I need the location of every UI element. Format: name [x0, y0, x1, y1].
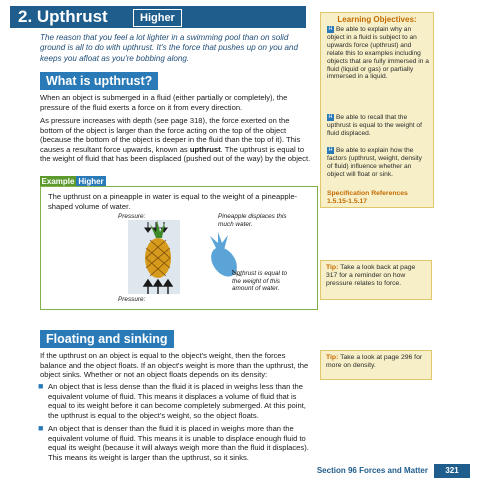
specification-references — [327, 190, 429, 206]
pressure-arrows-bottom — [144, 280, 172, 294]
section2-paragraph-1: If the upthrust on an object is equal to the object's weight, then the forces balance and the object floats. If an object's weight is more than the upthrust, the object sinks. Whether or not an object floats depends on its density: — [40, 351, 309, 380]
footer-section: Section 96 Forces and Matter — [316, 466, 428, 475]
example-tab: Example — [41, 177, 75, 186]
objectives-heading: Learning Objectives: — [337, 15, 417, 24]
objective-item — [327, 114, 429, 138]
bullet-dot: ■ — [38, 381, 44, 391]
p2-bold-term: upthrust — [189, 144, 221, 154]
level-badge: Higher — [133, 9, 182, 27]
example-text: The upthrust on a pineapple in water is equal to the weight of a pineapple-shaped volume of water. — [48, 192, 298, 211]
upthrust-equal-label: Upthrust is equal to the weight of this amount of water. — [232, 270, 288, 293]
tip-text: Take a look at page 296 for more on density. — [326, 354, 423, 370]
p2-text-after: . The upthrust is equal to the weight of fluid that has been displaced (pushed out of the way) by the object. — [40, 144, 311, 164]
section-heading-upthrust: What is upthrust? — [40, 72, 158, 90]
pressure-bottom-label: Pressure: — [118, 296, 146, 303]
page-title: 2. Upthrust — [18, 7, 108, 26]
intro-text: The reason that you feel a lot lighter in a swimming pool than on solid ground is all to do with upthrust. It's the force that pushes up on you and keeps you afloat as you're bobbing along. — [40, 33, 299, 63]
objective-item — [327, 147, 429, 179]
bullet-dot: ■ — [38, 423, 44, 433]
higher-badge-icon: H — [328, 147, 333, 153]
bullet-text: An object that is less dense than the fluid it is placed in weighs less than the equivalent volume of fluid. This means it displaces a volume of fluid that is equal to its weight before it can become completely submerged. At this point, the upthrust is equal to the object's weight, so the object floats. — [48, 382, 306, 420]
displaces-label: Pineapple displaces this much water. — [218, 213, 287, 228]
tip-text: Take a look back at page 317 for a reminder on how pressure relates to force. — [326, 264, 416, 288]
section1-paragraph-2 — [40, 116, 312, 164]
page-number: 321 — [434, 464, 470, 478]
pressure-top-label: Pressure: — [118, 213, 146, 220]
bullet-more-dense — [38, 423, 312, 462]
objective-text: Be able to recall that the upthrust is equal to the weight of fluid displaced. — [327, 114, 422, 137]
learning-objectives-box — [320, 12, 434, 208]
objective-item — [327, 26, 429, 81]
page-title-bar — [10, 6, 306, 28]
tip-label: Tip: — [326, 354, 339, 361]
tip-box-density — [320, 350, 432, 380]
higher-badge-icon: H — [328, 114, 333, 120]
bullet-less-dense — [38, 381, 312, 420]
page-footer — [300, 464, 470, 478]
higher-badge-icon: H — [328, 26, 333, 32]
bullet-text: An object that is denser than the fluid it is placed in weighs more than the equivalent volume of fluid. This means it is unable to displace enough fluid to equal its weight (because it will always weigh more than the fluid it displaces). This means its weight is larger than the upthrust, so it sinks. — [48, 424, 309, 462]
p2-text-before: As pressure increases with depth (see page 318), the force exerted on the bottom of the object is larger than the force acting on the top of the object (because the bottom of the object is deeper in the fluid than the top of it). This causes a resultant force upwards, known as — [40, 116, 301, 154]
tip-box-pressure — [320, 260, 432, 300]
spec-label: Specification References — [327, 190, 408, 197]
objective-text: Be able to explain why an object in a fluid is subject to an upwards force (upthrust) and relate this to examples including objects that are fully immersed in a fluid (liquid or gas) or partially immersed in a liquid. — [327, 26, 429, 81]
spec-value: 1.5.15-1.5.17 — [327, 198, 368, 205]
tip-label: Tip: — [326, 264, 339, 271]
objective-text: Be able to explain how the factors (upthrust, weight, density of fluid) influence whether an object will float or sink. — [327, 147, 422, 178]
example-level-tab: Higher — [76, 176, 106, 188]
section-heading-floating: Floating and sinking — [40, 330, 174, 348]
section1-paragraph-1: When an object is submerged in a fluid (either partially or completely), the pressure of the fluid exerts a force on it from every direction. — [40, 93, 288, 112]
